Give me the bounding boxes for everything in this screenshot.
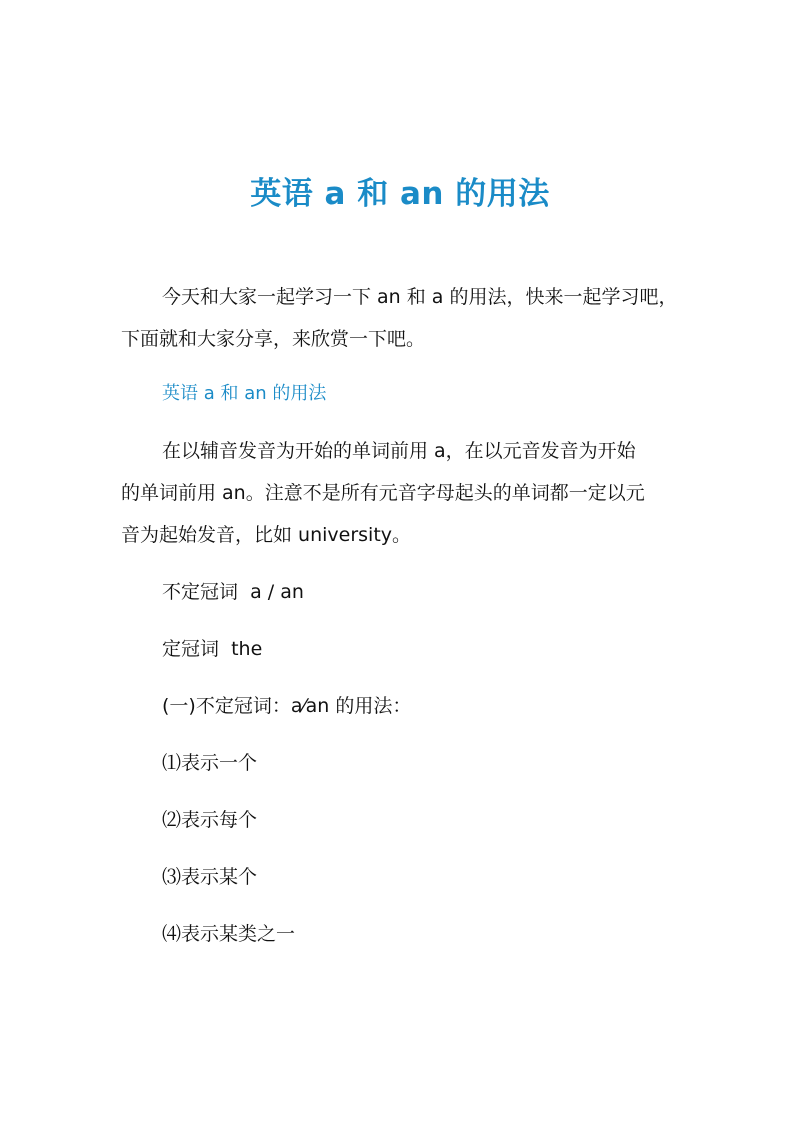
section-heading: 英语 a 和 an 的用法	[162, 383, 327, 404]
document-title: 英语 a 和 an 的用法	[250, 176, 550, 212]
indefinite-article-line: 不定冠词 a / an	[162, 581, 304, 603]
rule-line-1: 在以辅音发音为开始的单词前用 a，在以元音发音为开始	[162, 440, 636, 462]
usage-item: ⑵表示每个	[162, 809, 258, 831]
usage-item: ⑷表示某类之一	[162, 923, 296, 945]
usage-item: ⑶表示某个	[162, 866, 258, 888]
intro-line-1: 今天和大家一起学习一下 an 和 a 的用法，快来一起学习吧，	[162, 286, 678, 308]
usage-heading: (一)不定冠词：a⁄an 的用法：	[162, 695, 412, 717]
rule-line-2: 的单词前用 an。注意不是所有元音字母起头的单词都一定以元	[121, 482, 645, 504]
rule-line-3: 音为起始发音，比如 university。	[121, 524, 412, 546]
usage-item: ⑴表示一个	[162, 752, 258, 774]
intro-line-2: 下面就和大家分享，来欣赏一下吧。	[121, 328, 426, 350]
definite-article-line: 定冠词 the	[162, 638, 263, 660]
